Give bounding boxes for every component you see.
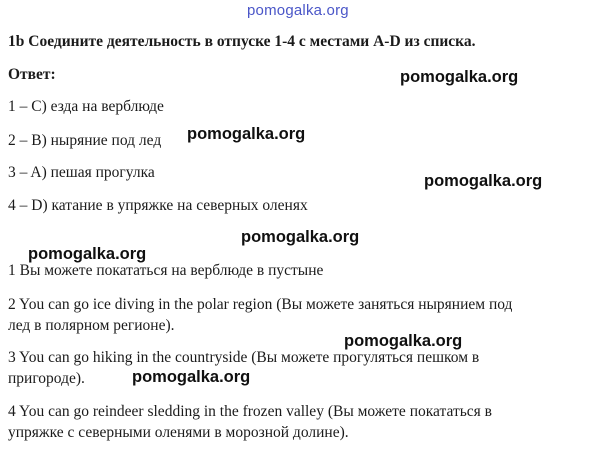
- answer-line-2: 2 – B) ныряние под лед: [8, 132, 162, 149]
- watermark-3: pomogalka.org: [424, 172, 543, 190]
- answer-line-3: 3 – A) пешая прогулка: [8, 164, 155, 181]
- sentence-3: 3 You can go hiking in the countryside (Вы можете прогуляться пешком в: [8, 349, 480, 366]
- watermark-7: pomogalka.org: [132, 368, 251, 386]
- watermark-4: pomogalka.org: [241, 228, 360, 246]
- watermark-2: pomogalka.org: [187, 125, 306, 143]
- sentence-2: 2 You can go ice diving in the polar region (Вы можете заняться нырянием под: [8, 296, 513, 313]
- answer-line-1: 1 – C) езда на верблюде: [8, 98, 164, 115]
- header-watermark: pomogalka.org: [247, 2, 349, 19]
- sentence-2-continued: лед в полярном регионе).: [8, 317, 175, 334]
- sentence-4: 4 You can go reindeer sledding in the frozen valley (Вы можете покататься в: [8, 403, 492, 420]
- task-title: 1b Соедините деятельность в отпуске 1-4 с местами A-D из списка.: [8, 33, 476, 50]
- watermark-1: pomogalka.org: [400, 68, 519, 86]
- answer-line-4: 4 – D) катание в упряжке на северных оленях: [8, 197, 308, 214]
- sentence-4-continued: упряжке с северными оленями в морозной долине).: [8, 424, 349, 441]
- watermark-6: pomogalka.org: [344, 332, 463, 350]
- answer-label: Ответ:: [8, 66, 56, 83]
- sentence-1: 1 Вы можете покататься на верблюде в пустыне: [8, 262, 324, 279]
- sentence-3-continued: пригороде).: [8, 370, 85, 387]
- watermark-5: pomogalka.org: [28, 245, 147, 263]
